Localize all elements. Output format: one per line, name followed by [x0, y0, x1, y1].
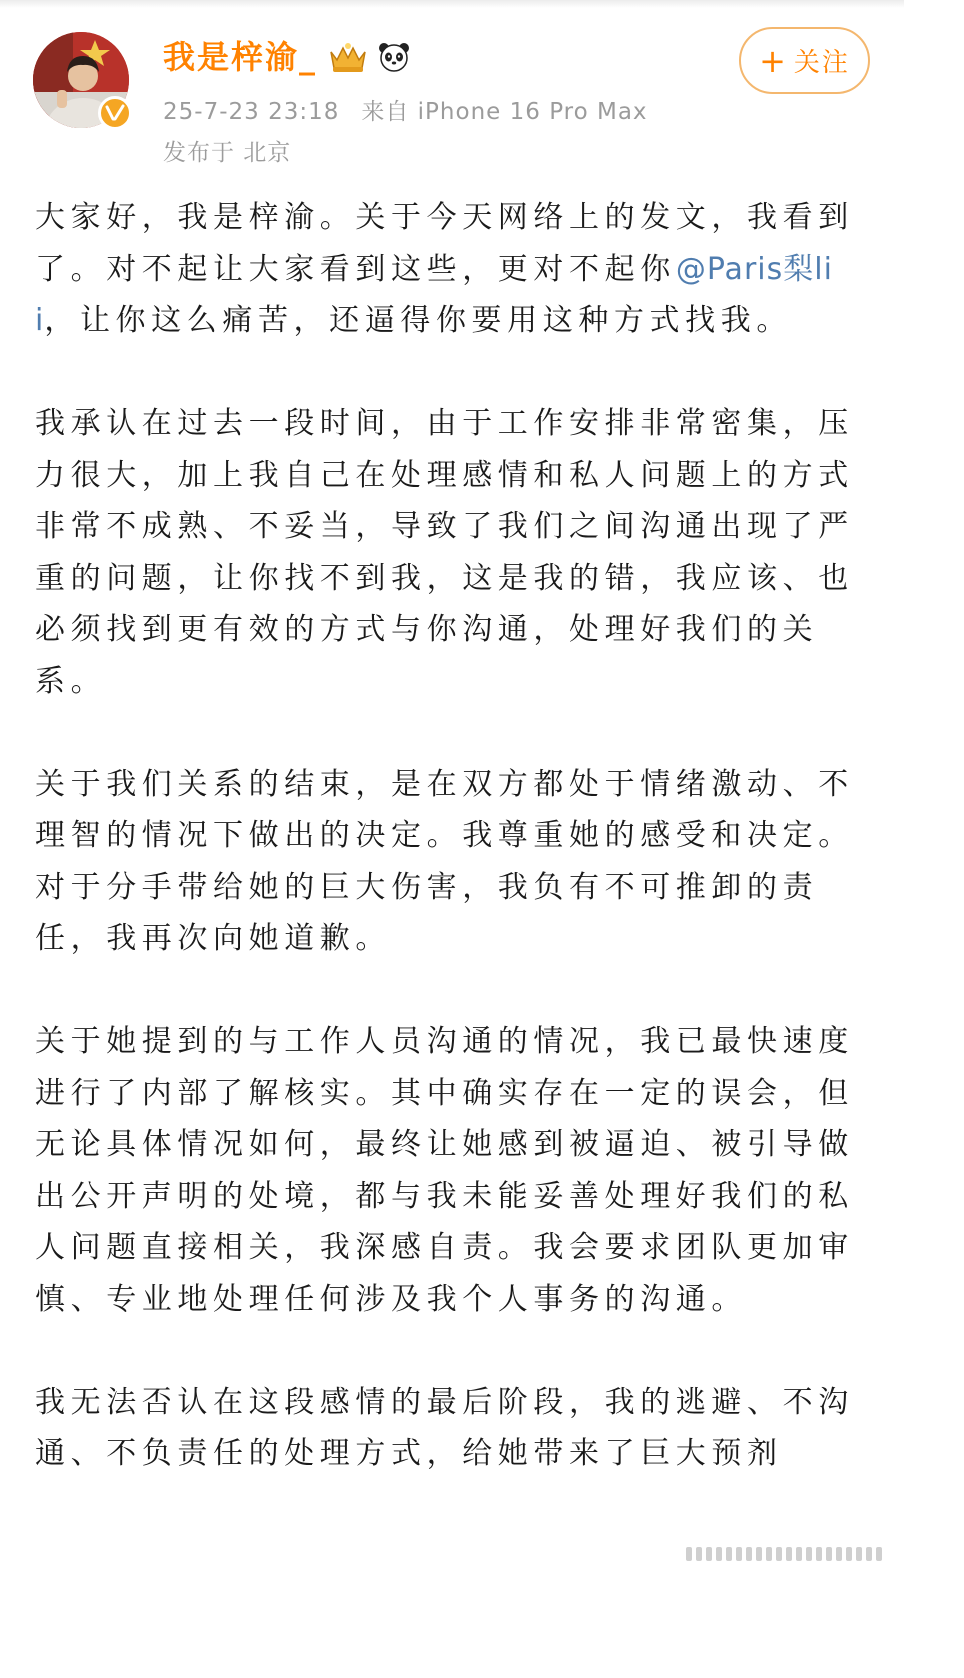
crown-badge-icon[interactable]: [327, 40, 369, 74]
panda-icon: [377, 40, 411, 74]
paragraph-text: ，让你这么痛苦，还逼得你要用这种方式找我。: [44, 303, 792, 338]
mention-link[interactable]: @Paris梨lii: [35, 251, 833, 338]
post-paragraph-5: 我无法否认在这段感情的最后阶段，我的逃避、不沟通、不负责任的处理方式，给她带来了巨大预剂: [35, 1384, 854, 1471]
watermark: [686, 1547, 896, 1563]
username[interactable]: 我是梓渝_: [163, 38, 318, 76]
follow-plus-icon: +: [759, 41, 788, 80]
post-paragraph-1: [35, 192, 867, 347]
follow-button[interactable]: [739, 27, 870, 94]
verified-badge-icon: [98, 96, 132, 130]
post-paragraph-3: 关于我们关系的结束，是在双方都处于情绪激动、不理智的情况下做出的决定。我尊重她的感受和决定。对于分手带给她的巨大伤害，我负有不可推卸的责任，我再次向她道歉。: [35, 766, 854, 956]
post-source: 来自 iPhone 16 Pro Max: [361, 99, 648, 125]
username-row: [163, 32, 411, 82]
follow-label: 关注: [793, 48, 850, 78]
top-edge-shadow: [0, 0, 904, 8]
post-meta: [163, 93, 648, 126]
post-paragraph-2: 我承认在过去一段时间，由于工作安排非常密集，压力很大，加上我自己在处理感情和私人问题上的方式非常不成熟、不妥当，导致了我们之间沟通出现了严重的问题，让你找不到我，这是我的错，我应该、也必须找到更有效的方式与你沟通，处理好我们的关系。: [35, 406, 854, 699]
post-timestamp: 25-7-23 23:18: [163, 99, 340, 125]
paragraph-text: 大家好，我是梓渝。关于今天网络上的发文，我看到了。对不起让大家看到这些，更对不起你: [35, 200, 854, 287]
post-content: [35, 192, 867, 1531]
post-location: 发布于 北京: [163, 140, 292, 166]
post-paragraph-4: 关于她提到的与工作人员沟通的情况，我已最快速度进行了内部了解核实。其中确实存在一定的误会，但无论具体情况如何，最终让她感到被逼迫、被引导做出公开声明的处境，都与我未能妥善处理好我们的私人问题直接相关，我深感自责。我会要求团队更加审慎、专业地处理任何涉及我个人事务的沟通。: [35, 1024, 854, 1317]
